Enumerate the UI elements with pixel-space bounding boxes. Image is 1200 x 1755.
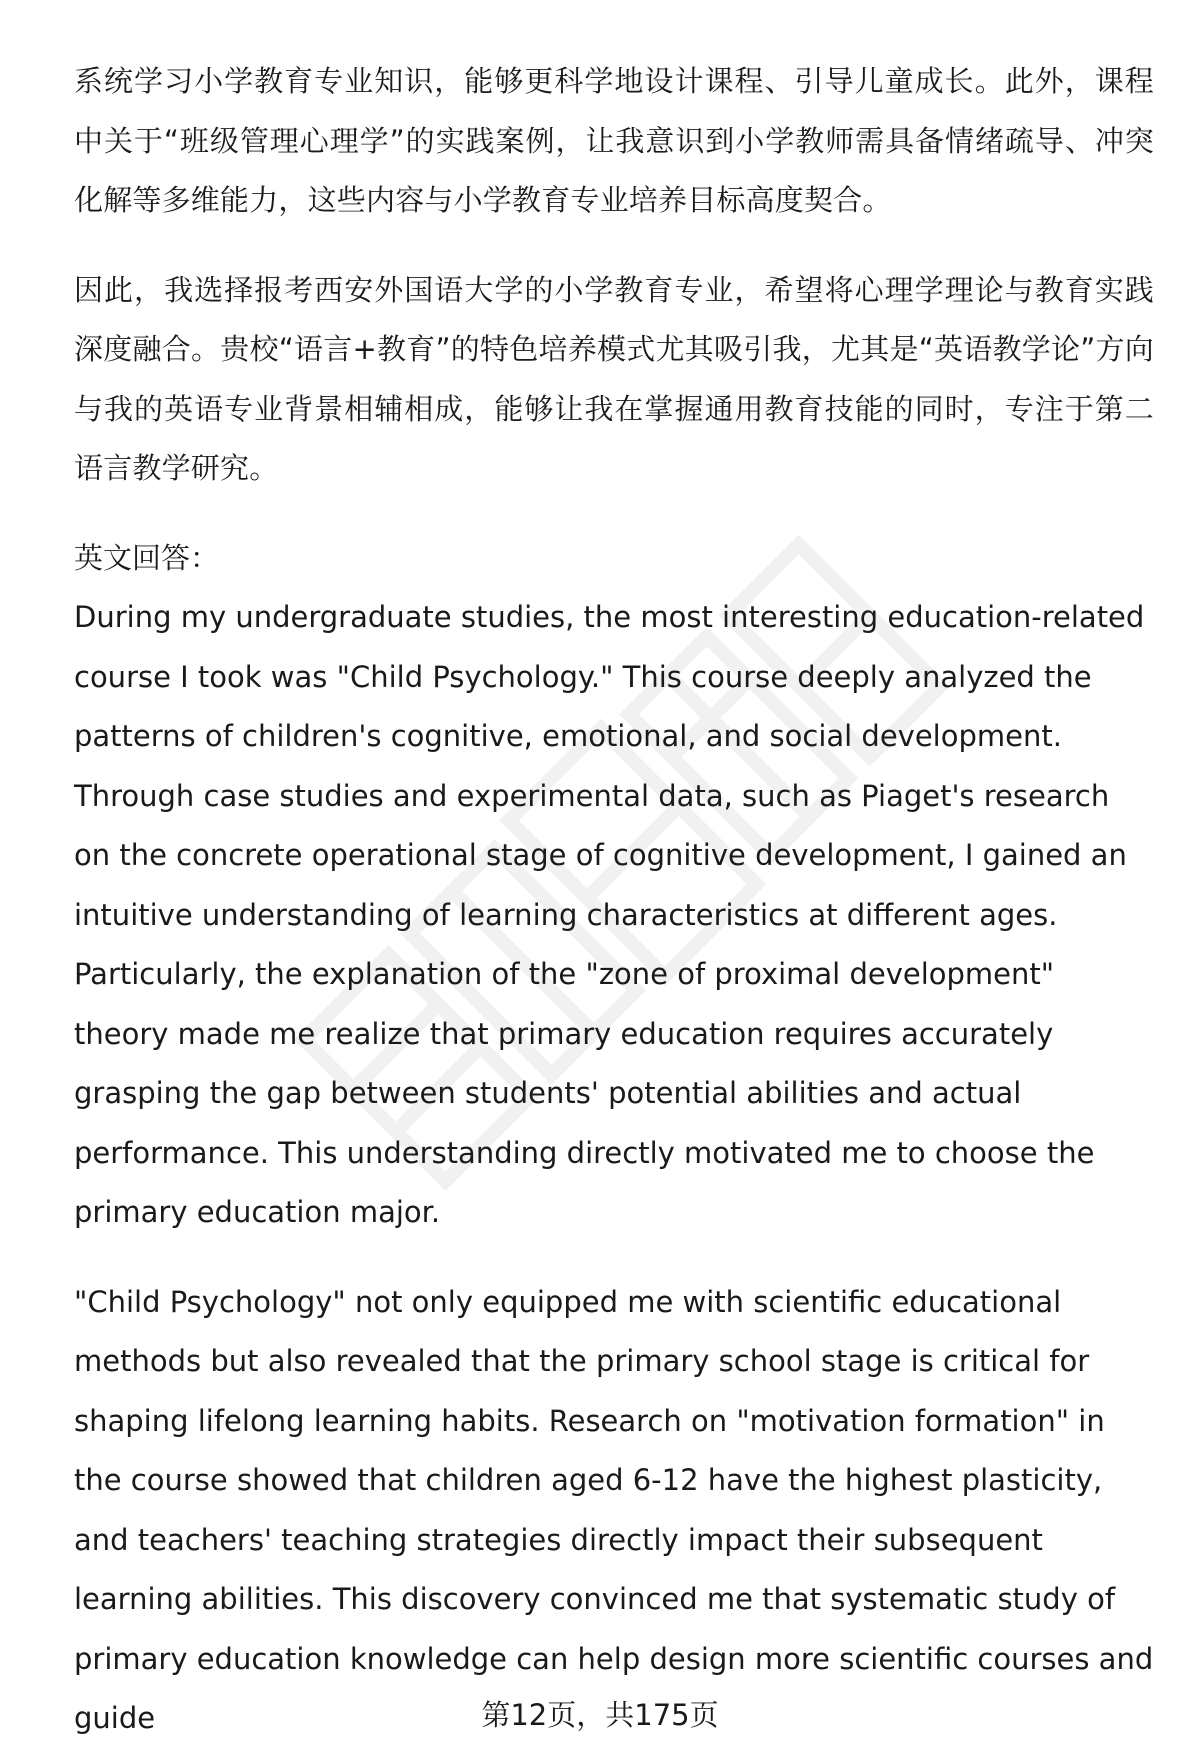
paragraph-zh-2: 因此，我选择报考西安外国语大学的小学教育专业，希望将心理学理论与教育实践深度融合。贵校“语言+教育”的特色培养模式尤其吸引我，尤其是“英语教学论”方向与我的英语专业背景相辅相成，能够让我在掌握通用教育技能的同时，专注于第二语言教学研究。 (74, 272, 1154, 485)
paragraph-zh-1: 系统学习小学教育专业知识，能够更科学地设计课程、引导儿童成长。此外，课程中关于“班级管理心理学”的实践案例，让我意识到小学教师需具备情绪疏导、冲突化解等多维能力，这些内容与小学教育专业培养目标高度契合。 (74, 64, 1154, 217)
document-body (74, 52, 1154, 1749)
paragraph-en-1: During my undergraduate studies, the most interesting education-related course I took was "Child Psychology." This course deeply analyzed the patterns of children's cognitive, emotional, and social development. Through case studies and experimental data, such as Piaget's research on the concrete operational stage of cognitive development, I gained an intuitive understanding of learning characteristics at different ages. Particularly, the explanation of the "zone of proximal development" theory made me realize that primary education requires accurately grasping the gap between students' potential abilities and actual performance. This understanding directly motivated me to choose the primary education major. (74, 600, 1145, 1229)
paragraph-en-2: "Child Psychology" not only equipped me with scientific educational methods but also revealed that the primary school stage is critical for shaping lifelong learning habits. Research on "motivation formation" in the course showed that children aged 6-12 have the highest plasticity, and teachers' teaching strategies directly impact their subsequent learning abilities. This discovery convinced me that systematic study of primary education knowledge can help design more scientific courses and guide (74, 1284, 1154, 1735)
page-number-footer: 第12页，共175页 (481, 1698, 719, 1732)
english-answer-label: 英文回答： (74, 540, 220, 575)
